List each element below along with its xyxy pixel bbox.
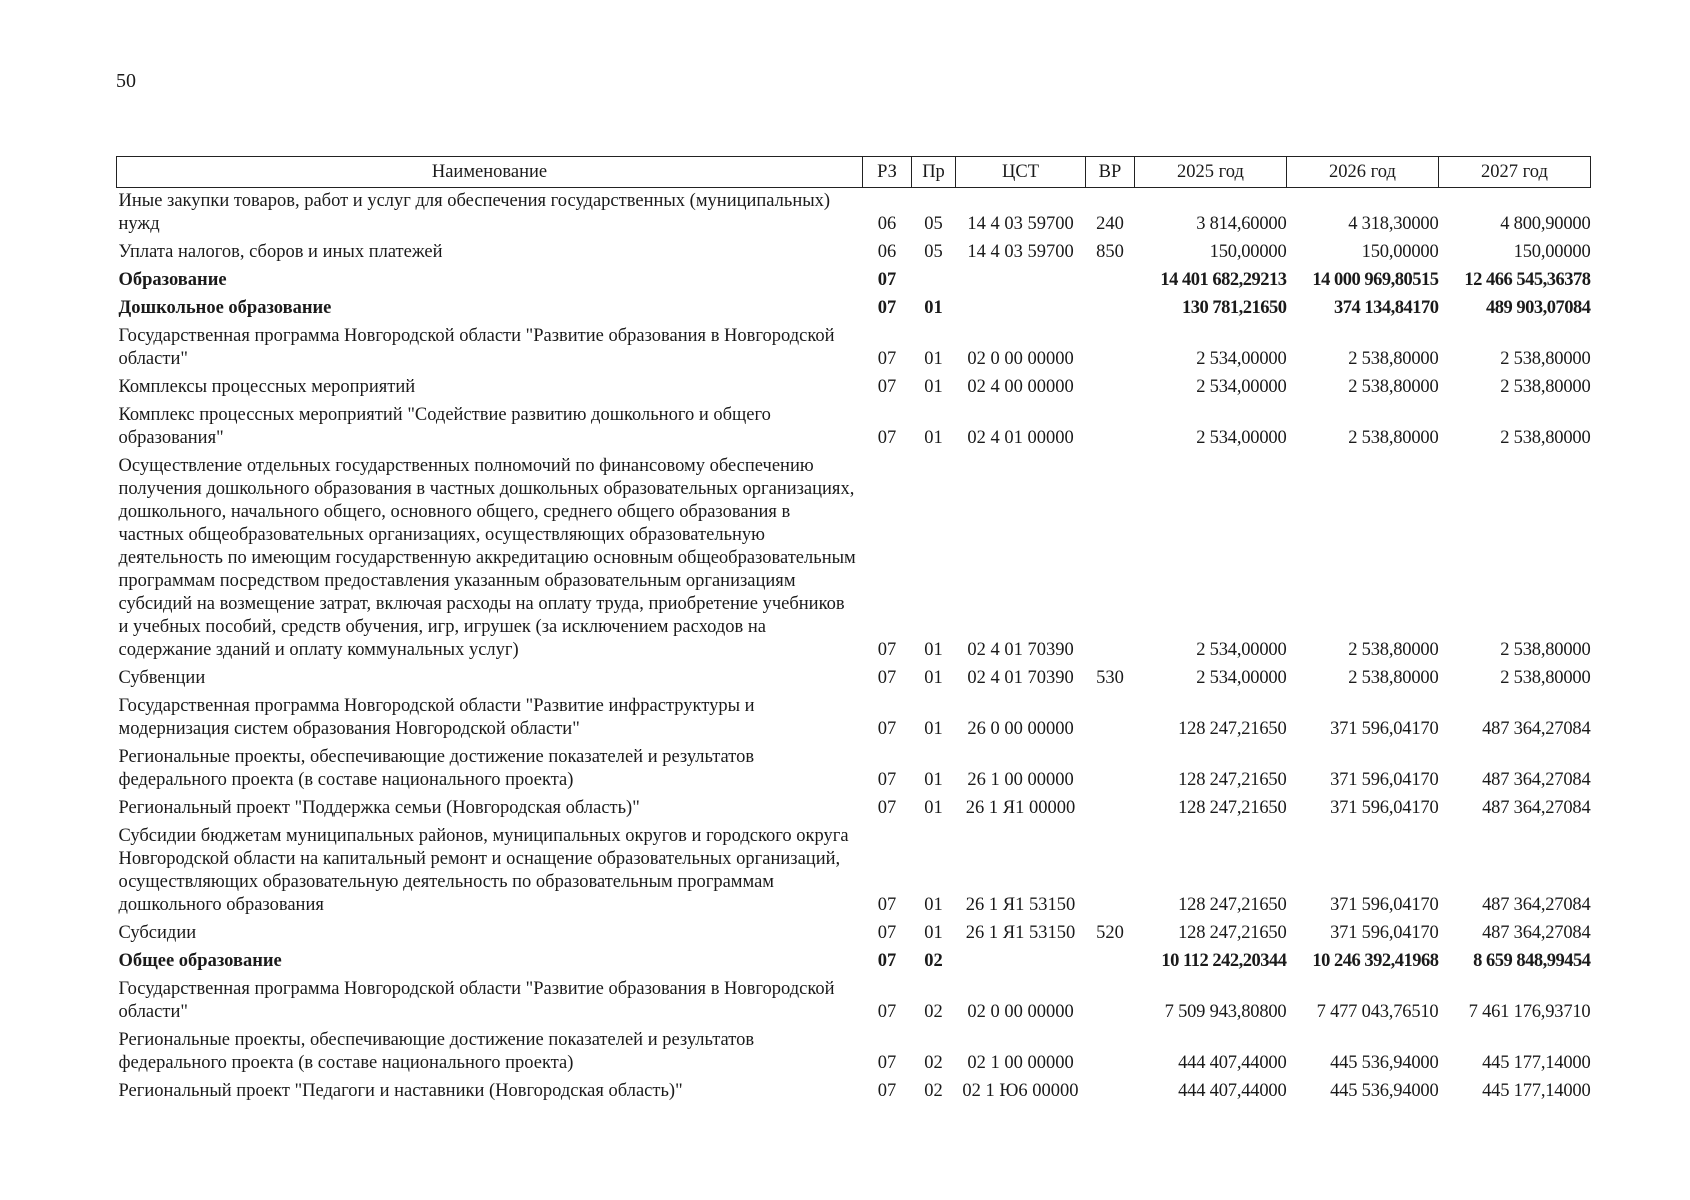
row-vr	[1086, 1078, 1135, 1106]
row-2025: 2 534,00000	[1196, 640, 1287, 660]
row-rz: 07	[877, 770, 897, 790]
row-name: Государственная программа Новгородской области "Развитие образования в Новгородской области"	[118, 326, 835, 369]
table-row	[117, 976, 1591, 1027]
row-name: Дошкольное образование	[118, 298, 332, 318]
row-2025: 2 534,00000	[1196, 668, 1287, 688]
page-number: 50	[116, 70, 136, 92]
row-pr: 01	[924, 719, 943, 739]
row-rz: 07	[877, 1002, 897, 1022]
row-2026: 371 596,04170	[1330, 895, 1439, 915]
table-row	[117, 920, 1591, 948]
table-row	[117, 323, 1591, 374]
row-2026: 371 596,04170	[1330, 923, 1439, 943]
row-name: Региональные проекты, обеспечивающие достижение показателей и результатов федерального проекта (в составе национального проекта)	[118, 1030, 755, 1073]
row-name: Уплата налогов, сборов и иных платежей	[118, 242, 443, 262]
row-cst: 02 4 01 70390	[967, 640, 1074, 660]
row-vr	[1086, 267, 1135, 295]
row-vr	[1086, 1027, 1135, 1078]
row-2025: 2 534,00000	[1196, 377, 1287, 397]
row-pr: 02	[924, 1002, 943, 1022]
row-2027: 7 461 176,93710	[1468, 1002, 1591, 1022]
row-2026: 374 134,84170	[1334, 298, 1439, 318]
row-2026: 150,00000	[1361, 242, 1439, 262]
row-vr	[1086, 948, 1135, 976]
row-rz: 07	[877, 640, 897, 660]
row-name: Общее образование	[118, 951, 282, 971]
row-name: Государственная программа Новгородской области "Развитие инфраструктуры и модернизация систем образования Новгородской области"	[118, 696, 755, 739]
row-2027: 487 364,27084	[1482, 719, 1591, 739]
row-rz: 07	[877, 298, 897, 318]
row-2027: 487 364,27084	[1482, 770, 1591, 790]
row-2027: 12 466 545,36378	[1464, 270, 1591, 290]
table-row	[117, 1078, 1591, 1106]
row-2027: 487 364,27084	[1482, 895, 1591, 915]
table-row	[117, 693, 1591, 744]
table-row	[117, 402, 1591, 453]
row-rz: 07	[877, 349, 897, 369]
table-row	[117, 744, 1591, 795]
budget-table-container	[116, 156, 1590, 1106]
row-name: Государственная программа Новгородской области "Развитие образования в Новгородской области"	[118, 979, 835, 1022]
row-cst: 02 1 Ю6 00000	[962, 1081, 1079, 1101]
row-rz: 07	[877, 895, 897, 915]
header-vr: ВР	[1086, 157, 1135, 188]
row-name: Образование	[118, 270, 227, 290]
row-2026: 2 538,80000	[1348, 377, 1439, 397]
row-2027: 8 659 848,99454	[1473, 951, 1591, 971]
row-name: Иные закупки товаров, работ и услуг для обеспечения государственных (муниципальных) нужд	[118, 191, 831, 234]
row-rz: 07	[877, 1081, 897, 1101]
row-vr	[1086, 323, 1135, 374]
row-vr	[1086, 374, 1135, 402]
row-2025: 128 247,21650	[1178, 719, 1287, 739]
row-cst: 14 4 03 59700	[967, 214, 1074, 234]
row-2027: 445 177,14000	[1482, 1053, 1591, 1073]
table-row	[117, 374, 1591, 402]
row-vr	[1086, 795, 1135, 823]
row-2027: 487 364,27084	[1482, 923, 1591, 943]
row-2025: 130 781,21650	[1182, 298, 1287, 318]
row-2027: 2 538,80000	[1500, 668, 1591, 688]
row-2027: 2 538,80000	[1500, 349, 1591, 369]
row-pr: 01	[924, 377, 943, 397]
row-vr: 240	[1096, 214, 1124, 234]
row-cst: 02 4 00 00000	[967, 377, 1074, 397]
row-2026: 2 538,80000	[1348, 428, 1439, 448]
row-cst: 26 1 Я1 53150	[965, 923, 1076, 943]
row-name: Комплекс процессных мероприятий "Содействие развитию дошкольного и общего образования"	[118, 405, 771, 448]
row-2025: 128 247,21650	[1178, 895, 1287, 915]
row-vr	[1086, 744, 1135, 795]
row-vr	[1086, 823, 1135, 920]
row-2025: 10 112 242,20344	[1161, 951, 1287, 971]
table-row-section	[117, 267, 1591, 295]
row-name: Комплексы процессных мероприятий	[118, 377, 416, 397]
row-vr: 530	[1096, 668, 1124, 688]
row-2026: 371 596,04170	[1330, 798, 1439, 818]
table-row	[117, 239, 1591, 267]
row-2027: 2 538,80000	[1500, 428, 1591, 448]
table-row	[117, 1027, 1591, 1078]
budget-table	[116, 156, 1591, 1106]
row-2025: 444 407,44000	[1178, 1081, 1287, 1101]
table-row	[117, 823, 1591, 920]
row-cst: 02 1 00 00000	[967, 1053, 1074, 1073]
row-pr: 01	[924, 770, 943, 790]
table-row	[117, 188, 1591, 240]
row-pr: 01	[924, 923, 943, 943]
table-header-row	[117, 157, 1591, 188]
row-rz: 07	[877, 270, 897, 290]
row-rz: 07	[877, 923, 897, 943]
row-2027: 2 538,80000	[1500, 640, 1591, 660]
row-cst: 14 4 03 59700	[967, 242, 1074, 262]
row-cst: 26 1 00 00000	[967, 770, 1074, 790]
row-pr: 05	[924, 214, 943, 234]
table-row-subsection	[117, 948, 1591, 976]
row-name: Региональный проект "Педагоги и наставники (Новгородская область)"	[118, 1081, 683, 1101]
row-cst: 02 4 01 70390	[967, 668, 1074, 688]
row-name: Субсидии	[118, 923, 197, 943]
row-name: Субвенции	[118, 668, 206, 688]
row-2025: 128 247,21650	[1178, 770, 1287, 790]
row-cst	[956, 295, 1086, 323]
row-rz: 07	[877, 719, 897, 739]
header-cst: ЦСТ	[956, 157, 1086, 188]
header-rz: РЗ	[863, 157, 912, 188]
row-name: Региональный проект "Поддержка семьи (Новгородская область)"	[118, 798, 640, 818]
row-2026: 445 536,94000	[1330, 1053, 1439, 1073]
row-vr	[1086, 976, 1135, 1027]
row-2025: 2 534,00000	[1196, 428, 1287, 448]
table-row	[117, 665, 1591, 693]
row-pr: 01	[924, 428, 943, 448]
row-pr: 02	[924, 1053, 943, 1073]
header-pr: Пр	[912, 157, 956, 188]
row-2026: 4 318,30000	[1348, 214, 1439, 234]
row-vr	[1086, 295, 1135, 323]
row-rz: 06	[877, 242, 897, 262]
row-2026: 14 000 969,80515	[1312, 270, 1439, 290]
row-2026: 7 477 043,76510	[1316, 1002, 1439, 1022]
row-2027: 150,00000	[1513, 242, 1591, 262]
row-rz: 07	[877, 428, 897, 448]
row-2027: 2 538,80000	[1500, 377, 1591, 397]
table-row	[117, 795, 1591, 823]
row-vr: 520	[1096, 923, 1124, 943]
row-pr: 01	[924, 640, 943, 660]
row-2026: 10 246 392,41968	[1312, 951, 1439, 971]
row-vr	[1086, 402, 1135, 453]
row-cst	[956, 267, 1086, 295]
row-2026: 2 538,80000	[1348, 668, 1439, 688]
row-pr: 01	[924, 298, 943, 318]
row-2025: 2 534,00000	[1196, 349, 1287, 369]
row-2025: 14 401 682,29213	[1160, 270, 1287, 290]
row-2026: 371 596,04170	[1330, 719, 1439, 739]
row-cst: 02 0 00 00000	[967, 1002, 1074, 1022]
row-cst: 26 1 Я1 00000	[965, 798, 1076, 818]
row-2026: 371 596,04170	[1330, 770, 1439, 790]
row-rz: 07	[877, 668, 897, 688]
row-name: Субсидии бюджетам муниципальных районов, муниципальных округов и городского округа Новгородской области на капитальный ремонт и оснащение образовательных организаций, осуществляющих образовательную деятельность по образовательным программам дошкольного образования	[118, 826, 849, 915]
row-rz: 07	[877, 798, 897, 818]
row-2027: 487 364,27084	[1482, 798, 1591, 818]
row-pr	[912, 267, 956, 295]
row-name: Региональные проекты, обеспечивающие достижение показателей и результатов федерального проекта (в составе национального проекта)	[118, 747, 755, 790]
row-vr	[1086, 453, 1135, 665]
row-rz: 07	[877, 1053, 897, 1073]
header-name: Наименование	[117, 157, 863, 188]
row-pr: 01	[924, 798, 943, 818]
row-2027: 445 177,14000	[1482, 1081, 1591, 1101]
table-row-subsection	[117, 295, 1591, 323]
table-row	[117, 453, 1591, 665]
row-cst: 02 0 00 00000	[967, 349, 1074, 369]
row-2025: 150,00000	[1209, 242, 1287, 262]
row-cst: 26 0 00 00000	[967, 719, 1074, 739]
row-2026: 2 538,80000	[1348, 349, 1439, 369]
row-rz: 07	[877, 377, 897, 397]
row-2025: 444 407,44000	[1178, 1053, 1287, 1073]
row-vr: 850	[1096, 242, 1124, 262]
header-2026: 2026 год	[1287, 157, 1439, 188]
row-pr: 02	[924, 1081, 943, 1101]
row-pr: 01	[924, 668, 943, 688]
row-cst: 26 1 Я1 53150	[965, 895, 1076, 915]
row-2027: 4 800,90000	[1500, 214, 1591, 234]
row-cst	[956, 948, 1086, 976]
row-pr: 02	[924, 951, 943, 971]
row-2025: 128 247,21650	[1178, 798, 1287, 818]
row-2025: 7 509 943,80800	[1164, 1002, 1287, 1022]
row-pr: 01	[924, 349, 943, 369]
row-2026: 2 538,80000	[1348, 640, 1439, 660]
row-2027: 489 903,07084	[1486, 298, 1591, 318]
row-pr: 05	[924, 242, 943, 262]
row-2025: 3 814,60000	[1196, 214, 1287, 234]
row-2025: 128 247,21650	[1178, 923, 1287, 943]
row-name: Осуществление отдельных государственных полномочий по финансовому обеспечению получения дошкольного образования в частных дошкольных образовательных организациях, дошкольного, начального общего, основного общего, среднего общего образования в частных общеобразовательных организациях, осуществляющих образовательную деятельность по имеющим государственную аккредитацию основным общеобразовательным программам посредством предоставления указанным образовательным организациям субсидий на возмещение затрат, включая расходы на оплату труда, приобретение учебников и учебных пособий, средств обучения, игр, игрушек (за исключением расходов на содержание зданий и оплату коммунальных услуг)	[118, 456, 856, 660]
row-rz: 07	[877, 951, 897, 971]
row-rz: 06	[877, 214, 897, 234]
row-cst: 02 4 01 00000	[967, 428, 1074, 448]
row-pr: 01	[924, 895, 943, 915]
header-2027: 2027 год	[1439, 157, 1591, 188]
row-2026: 445 536,94000	[1330, 1081, 1439, 1101]
header-2025: 2025 год	[1135, 157, 1287, 188]
row-vr	[1086, 693, 1135, 744]
